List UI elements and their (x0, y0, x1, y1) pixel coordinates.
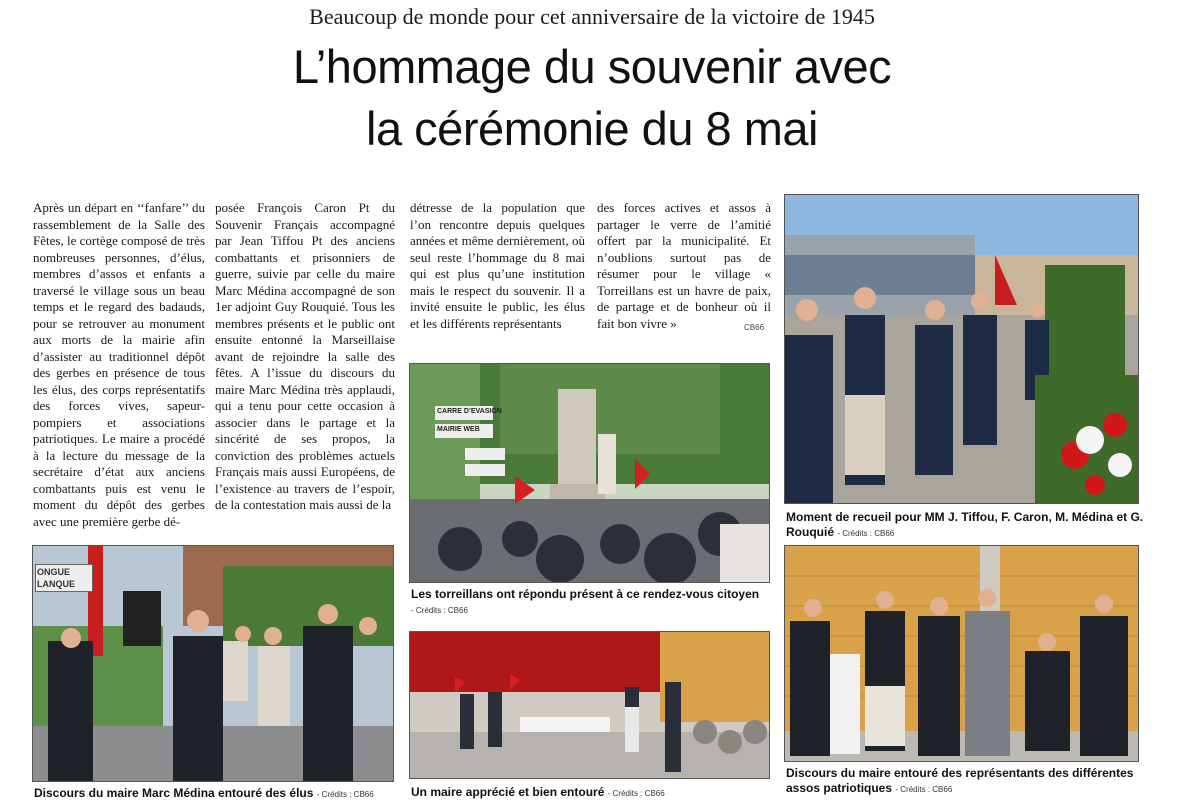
article-column-4 (597, 200, 771, 332)
caption-recueil (786, 510, 1146, 541)
article-column-3 (410, 200, 585, 332)
photo-representants (784, 545, 1139, 762)
photo-credit: - Crédits : CB66 (316, 790, 374, 799)
caption-representants (786, 766, 1146, 797)
headline-line-1: L’hommage du souvenir avec (292, 40, 892, 93)
photo-credit: - Crédits : CB66 (607, 789, 665, 798)
road-sign: ONGUE LANQUE (35, 564, 93, 592)
caption-discours-elus (34, 786, 414, 802)
headline-line-2: la cérémonie du 8 mai (366, 102, 818, 155)
column-text: posée François Caron Pt du Souvenir Français accompagné par Jean Tiffou Pt des anciens combattants et prisonniers de guerre, suivie par celle du maire Marc Médina accompagné de son 1er adjoint Guy Rouquié. Tous les membres présents et le public ont ensuite entonné la Marseillaise avant de rejoindre la salle des fêtes. A l’issue du discours du maire Marc Médina très applaudi, qui a tenu pour cette occasion à associer dans le partage et la sincérité de ses propos, la conviction des problèmes actuels Français mais aussi Européens, de l’existence au travers de l’espoir, de la contestation mais aussi de la (215, 200, 395, 512)
photo-recueil (784, 194, 1139, 504)
caption-text: Un maire apprécié et bien entouré (411, 785, 605, 799)
photo-salle-des-fetes (409, 631, 770, 779)
article-column-1 (33, 200, 205, 530)
monument-sign-1: CARRE D’EVASION (437, 408, 502, 415)
photo-monument (409, 363, 770, 583)
article-column-2 (215, 200, 395, 514)
supertitle: Beaucoup de monde pour cet anniversaire de la victoire de 1945 (309, 4, 875, 29)
caption-text: Moment de recueil pour MM J. Tiffou, F. Caron, M. Médina et G. Rouquié (786, 510, 1144, 539)
monument-sign-2: MAIRIE WEB (437, 426, 480, 433)
headline (0, 36, 1184, 160)
caption-text: Les torreillans ont répondu présent à ce rendez-vous citoyen (411, 587, 760, 601)
photo-discours-elus (32, 545, 394, 782)
photo-credit: - Crédits : CB66 (837, 529, 895, 538)
column-text: Après un départ en ‘‘fanfare’’ du rassemblement de la Salle des Fêtes, le cortège composé de très nombreuses personnes, d’élus, membres d’assos et enfants a traversé le village sous un beau temps et le regard des badauds, pour se retrouver au monument aux morts de la mairie afin d’assister au traditionnel dépôt des gerbes en présence de tous les élus, des corps représentatifs des forces vives, sapeur-pompiers et associations patriotiques. Le maire a procédé à la lecture du message de la secrétaire d’état aux anciens combattants puis est venu le moment du dépôt des gerbes avec une première gerbe dé- (33, 200, 205, 529)
caption-text: Discours du maire entouré des représentants des différentes assos patriotiques (786, 766, 1134, 795)
column-text: détresse de la population que l’on rencontre depuis quelques années et même dernièrement, où seul reste l’hommage du 8 mai qui est plus qu’une institution mais le respect du souvenir. Il a invité ensuite le public, les élus et les différents représentants (410, 200, 585, 331)
author-signature: CB66 (744, 323, 765, 332)
caption-salle-des-fetes (411, 785, 771, 801)
photo-credit: - Crédits : CB66 (411, 606, 468, 615)
column-text: des forces actives et assos à partager le verre de l’amitié offert par la municipalité. Et n’oublions surtout pas de résumer pour le village « Torreillans est un havre de paix, de partage et de bonheur où il fait bon vivre » (597, 200, 771, 331)
caption-text: Discours du maire Marc Médina entouré des élus (34, 786, 314, 800)
photo-credit: - Crédits : CB66 (895, 785, 953, 794)
caption-monument (411, 587, 771, 618)
